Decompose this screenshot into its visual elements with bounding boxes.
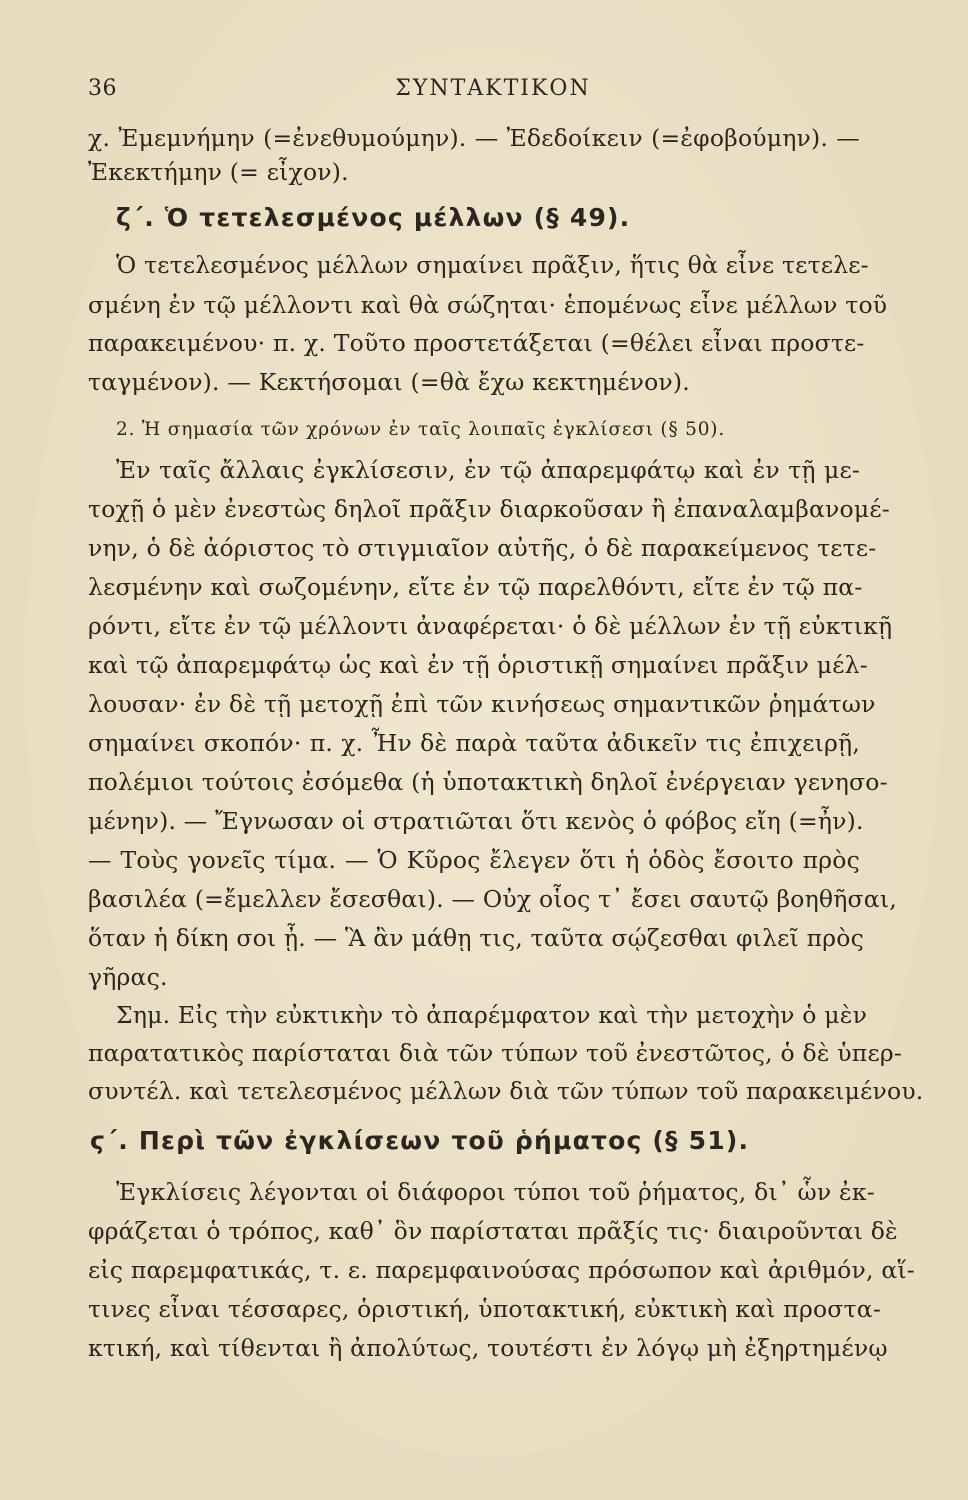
text-line: χ. Ἐμεμνήμην (=ἐνεθυμούμην). — Ἐδεδοίκειν (=ἐφοβούμην). —: [88, 124, 860, 152]
text-line: λεσμένην καὶ σωζομένην, εἴτε ἐν τῷ παρελθόντι, εἴτε ἐν τῷ πα-: [88, 573, 863, 601]
text-line: βασιλέα (=ἔμελλεν ἔσεσθαι). — Οὐχ οἷος τ᾽ ἔσει σαυτῷ βοηθῆσαι,: [88, 885, 897, 913]
text-line: ὅταν ἡ δίκη σοι ᾖ. — Ἃ ἂν μάθῃ τις, ταῦτα σῴζεσθαι φιλεῖ πρὸς: [88, 924, 864, 952]
page-number: 36: [88, 76, 117, 101]
text-line: γῆρας.: [88, 963, 168, 991]
text-line: κτική, καὶ τίθενται ἢ ἀπολύτως, τουτέστι ἐν λόγῳ μὴ ἐξηρτημένῳ: [88, 1334, 888, 1362]
text-line: τοχῇ ὁ μὲν ἐνεστὼς δηλοῖ πρᾶξιν διαρκοῦσαν ἢ ἐπαναλαμβανομέ-: [88, 495, 890, 523]
note-line: Σημ. Εἰς τὴν εὐκτικὴν τὸ ἀπαρέμφατον καὶ τὴν μετοχὴν ὁ μὲν: [116, 1001, 868, 1029]
running-head: ΣΥΝΤΑΚΤΙΚΟΝ: [395, 76, 591, 101]
text-line: πολέμιοι τούτοις ἐσόμεθα (ἡ ὑποτακτικὴ δηλοῖ ἐνέργειαν γενησο-: [88, 768, 888, 796]
text-line: Ἐκεκτήμην (= εἶχον).: [88, 158, 349, 186]
note-line: συντέλ. καὶ τετελεσμένος μέλλων διὰ τῶν τύπων τοῦ παρακειμένου.: [88, 1077, 924, 1105]
section-heading: ζ΄. Ὁ τετελεσμένος μέλλων (§ 49).: [116, 203, 631, 232]
text-line: παρακειμένου· π. χ. Τοῦτο προστετάξεται (=θέλει εἶναι προστε-: [88, 329, 865, 357]
text-line: λουσαν· ἐν δὲ τῇ μετοχῇ ἐπὶ τῶν κινήσεως σημαντικῶν ῥημάτων: [88, 690, 876, 718]
note-line: παρατατικὸς παρίσταται διὰ τῶν τύπων τοῦ ἐνεστῶτος, ὁ δὲ ὑπερ-: [88, 1039, 902, 1067]
text-line: ρόντι, εἴτε ἐν τῷ μέλλοντι ἀναφέρεται· ὁ δὲ μέλλων ἐν τῇ εὐκτικῇ: [88, 612, 893, 640]
text-line: Ἐγκλίσεις λέγονται οἱ διάφοροι τύποι τοῦ ῥήματος, δι᾽ ὧν ἐκ-: [116, 1178, 875, 1206]
section-heading: ϛ΄. Περὶ τῶν ἐγκλίσεων τοῦ ῥήματος (§ 51).: [90, 1126, 750, 1155]
text-line: σμένη ἐν τῷ μέλλοντι καὶ θὰ σώζηται· ἑπομένως εἶνε μέλλων τοῦ: [88, 291, 888, 319]
text-line: μένην). — Ἔγνωσαν οἱ στρατιῶται ὅτι κενὸς ὁ φόβος εἴη (=ἦν).: [88, 807, 864, 835]
page-header: [88, 76, 858, 112]
text-line: καὶ τῷ ἀπαρεμφάτῳ ὡς καὶ ἐν τῇ ὁριστικῇ σημαίνει πρᾶξιν μέλ-: [88, 651, 868, 679]
text-line: εἰς παρεμφατικάς, τ. ε. παρεμφαινούσας πρόσωπον καὶ ἀριθμόν, αἵ-: [88, 1256, 915, 1284]
text-line: νην, ὁ δὲ ἀόριστος τὸ στιγμιαῖον αὐτῆς, ὁ δὲ παρακείμενος τετε-: [88, 534, 877, 562]
subsection-heading: 2. Ἡ σημασία τῶν χρόνων ἐν ταῖς λοιπαῖς ἐγκλίσεσι (§ 50).: [116, 419, 726, 440]
text-line: — Τοὺς γονεῖς τίμα. — Ὁ Κῦρος ἔλεγεν ὅτι ἡ ὁδὸς ἔσοιτο πρὸς: [88, 846, 860, 874]
text-line: Ἐν ταῖς ἄλλαις ἐγκλίσεσιν, ἐν τῷ ἀπαρεμφάτῳ καὶ ἐν τῇ με-: [116, 456, 860, 484]
text-line: τινες εἶναι τέσσαρες, ὁριστική, ὑποτακτική, εὐκτικὴ καὶ προστα-: [88, 1295, 881, 1323]
text-line: Ὁ τετελεσμένος μέλλων σημαίνει πρᾶξιν, ἥτις θὰ εἶνε τετελε-: [116, 251, 869, 279]
text-line: σημαίνει σκοπόν· π. χ. Ἦν δὲ παρὰ ταῦτα ἀδικεῖν τις ἐπιχειρῇ,: [88, 729, 860, 757]
text-line: φράζεται ὁ τρόπος, καθ᾽ ὃν παρίσταται πρᾶξίς τις· διαιροῦνται δὲ: [88, 1217, 898, 1245]
text-line: ταγμένον). — Κεκτήσομαι (=θὰ ἔχω κεκτημένον).: [88, 368, 690, 396]
